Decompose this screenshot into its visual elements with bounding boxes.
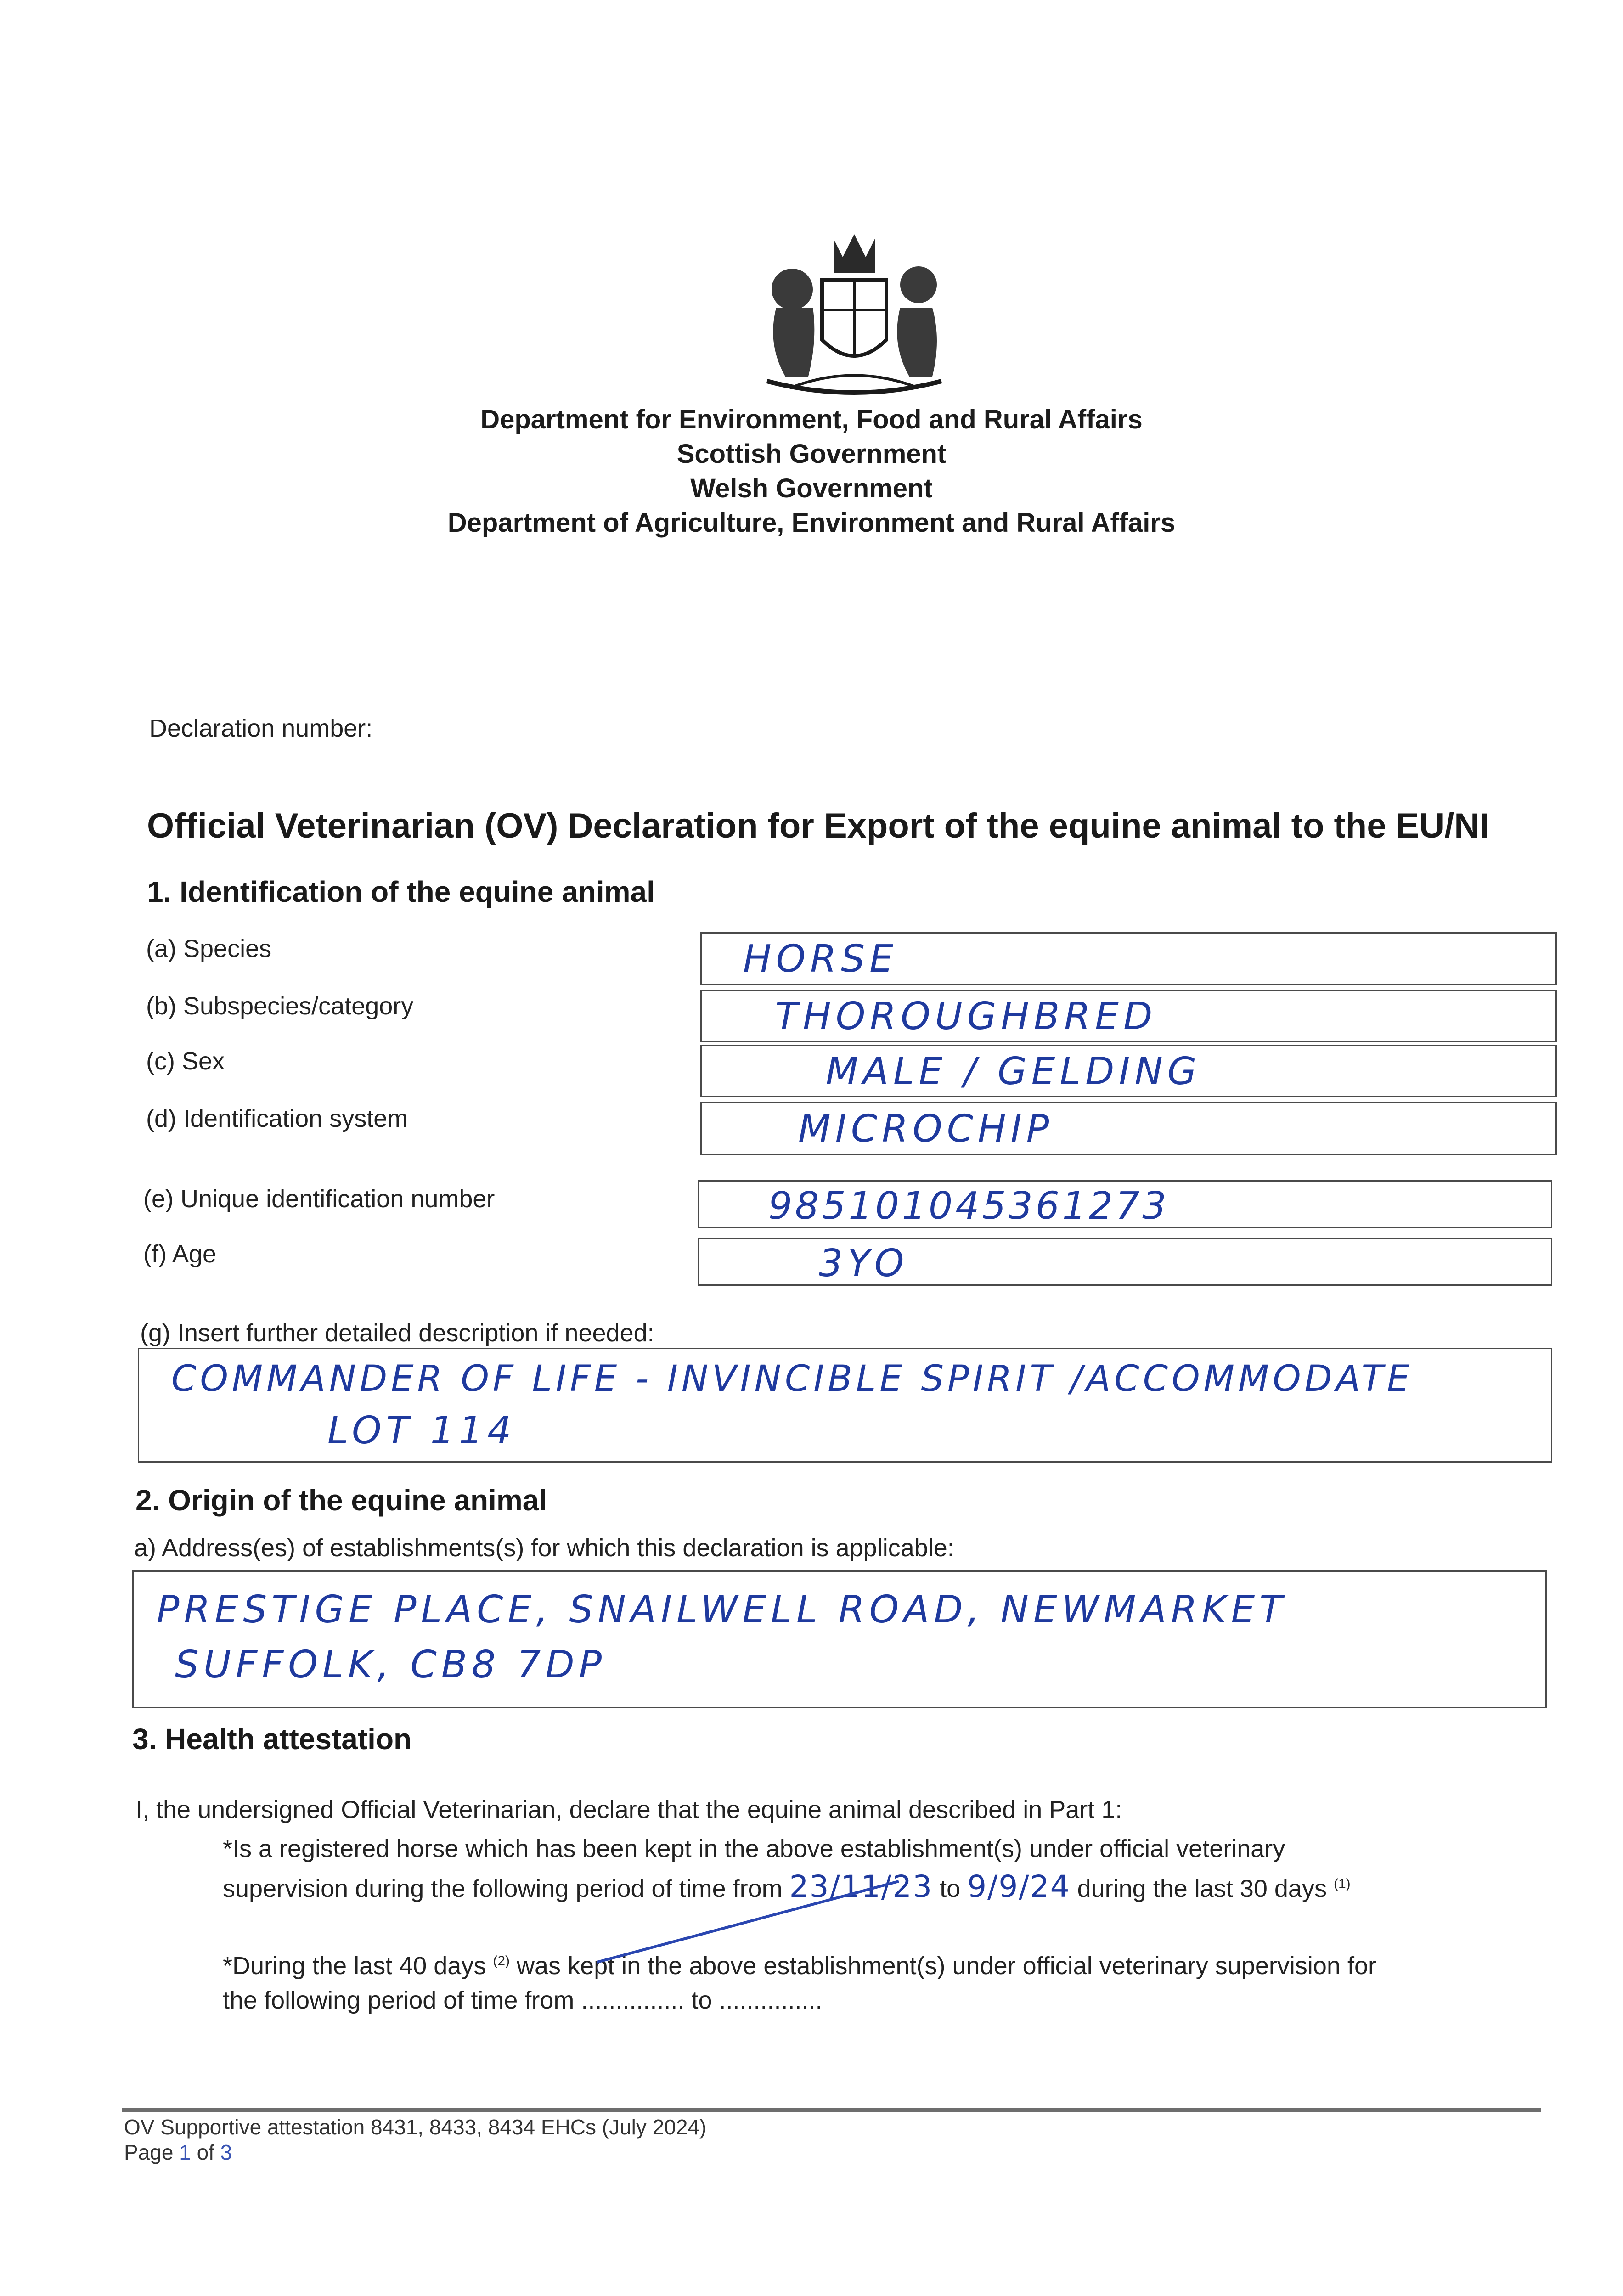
- attestation-1-line-2: [223, 1869, 1351, 1904]
- address-line-2: SUFFOLK, CB8 7DP: [175, 1643, 607, 1687]
- attestation-2-period-text: the following period of time from: [223, 1986, 575, 2014]
- footer-page-word: Page: [124, 2140, 174, 2164]
- age-label: (f) Age: [143, 1240, 217, 1268]
- age-field[interactable]: [698, 1238, 1552, 1286]
- footer-page-current: 1: [179, 2140, 191, 2164]
- further-description-line-1: COMMANDER OF LIFE - INVINCIBLE SPIRIT /ACCOMMODATE: [171, 1358, 1414, 1400]
- address-label: a) Address(es) of establishments(s) for which this declaration is applicable:: [134, 1534, 954, 1562]
- attestation-1-last-days-text: during the last 30 days: [1077, 1875, 1327, 1902]
- department-name-2: Scottish Government: [676, 439, 947, 469]
- attestation-2-to-dots[interactable]: ...............: [719, 1986, 823, 2014]
- further-description-field[interactable]: [138, 1348, 1552, 1463]
- attestation-1-to-date[interactable]: 9/9/24: [967, 1869, 1071, 1904]
- department-name-4: Department of Agriculture, Environment and Rural Affairs: [447, 508, 1176, 538]
- age-value: 3YO: [819, 1242, 909, 1285]
- attestation-1-from-date[interactable]: 23/11/23: [789, 1869, 933, 1904]
- species-label: (a) Species: [146, 935, 272, 962]
- further-description-line-2: LOT 114: [327, 1409, 516, 1452]
- attestation-1-to-word: to: [940, 1875, 961, 1902]
- footer-page-of: of: [197, 2140, 214, 2164]
- address-line-1: PRESTIGE PLACE, SNAILWELL ROAD, NEWMARKET: [157, 1588, 1287, 1632]
- identification-system-label: (d) Identification system: [146, 1105, 408, 1132]
- health-attestation-intro: I, the undersigned Official Veterinarian, declare that the equine animal described in Part 1:: [135, 1796, 1122, 1823]
- attestation-2-to-word: to: [691, 1986, 712, 2014]
- identification-system-value: MICROCHIP: [798, 1107, 1054, 1151]
- attestation-2-footnote-ref: (2): [493, 1953, 510, 1969]
- unique-id-label: (e) Unique identification number: [143, 1185, 495, 1213]
- attestation-2-line-2: [223, 1986, 823, 2015]
- sex-value: MALE / GELDING: [826, 1050, 1201, 1093]
- species-field[interactable]: [700, 932, 1557, 985]
- footer-page-number: [124, 2140, 232, 2165]
- sex-field[interactable]: [700, 1045, 1557, 1097]
- footer-rule: [122, 2108, 1541, 2112]
- address-field[interactable]: [132, 1570, 1547, 1708]
- department-name-3: Welsh Government: [690, 473, 933, 503]
- declaration-number-label: Declaration number:: [149, 715, 373, 742]
- unique-id-value: 985101045361273: [768, 1184, 1169, 1228]
- attestation-1-period-text: supervision during the following period of time from: [223, 1875, 783, 1902]
- sex-label: (c) Sex: [146, 1047, 225, 1075]
- attestation-1-footnote-ref: (1): [1333, 1876, 1351, 1891]
- subspecies-field[interactable]: [700, 990, 1557, 1042]
- subspecies-value: THOROUGHBRED: [775, 995, 1157, 1038]
- attestation-1-line-1: *Is a registered horse which has been kept in the above establishment(s) under official veterinary: [223, 1835, 1285, 1863]
- royal-coat-of-arms-logo: [749, 225, 960, 404]
- attestation-2-pre-text: *During the last 40 days: [223, 1952, 486, 1980]
- unique-id-field[interactable]: [698, 1180, 1552, 1228]
- department-name-1: Department for Environment, Food and Rural Affairs: [480, 405, 1143, 434]
- species-value: HORSE: [743, 937, 898, 981]
- attestation-2-from-dots[interactable]: ...............: [581, 1986, 685, 2014]
- attestation-2-line-1: [223, 1952, 1376, 1980]
- section-2-heading: 2. Origin of the equine animal: [135, 1484, 547, 1517]
- identification-system-field[interactable]: [700, 1102, 1557, 1155]
- section-1-heading: 1. Identification of the equine animal: [147, 875, 655, 908]
- subspecies-label: (b) Subspecies/category: [146, 992, 414, 1020]
- footer-document-reference: OV Supportive attestation 8431, 8433, 8434 EHCs (July 2024): [124, 2115, 707, 2139]
- further-description-label: (g) Insert further detailed description if needed:: [140, 1319, 654, 1347]
- attestation-2-post-text: was kept in the above establishment(s) under official veterinary supervision for: [517, 1952, 1376, 1980]
- footer-page-total: 3: [220, 2140, 232, 2164]
- document-title: Official Veterinarian (OV) Declaration for Export of the equine animal to the EU/NI: [147, 806, 1489, 845]
- section-3-heading: 3. Health attestation: [132, 1722, 412, 1756]
